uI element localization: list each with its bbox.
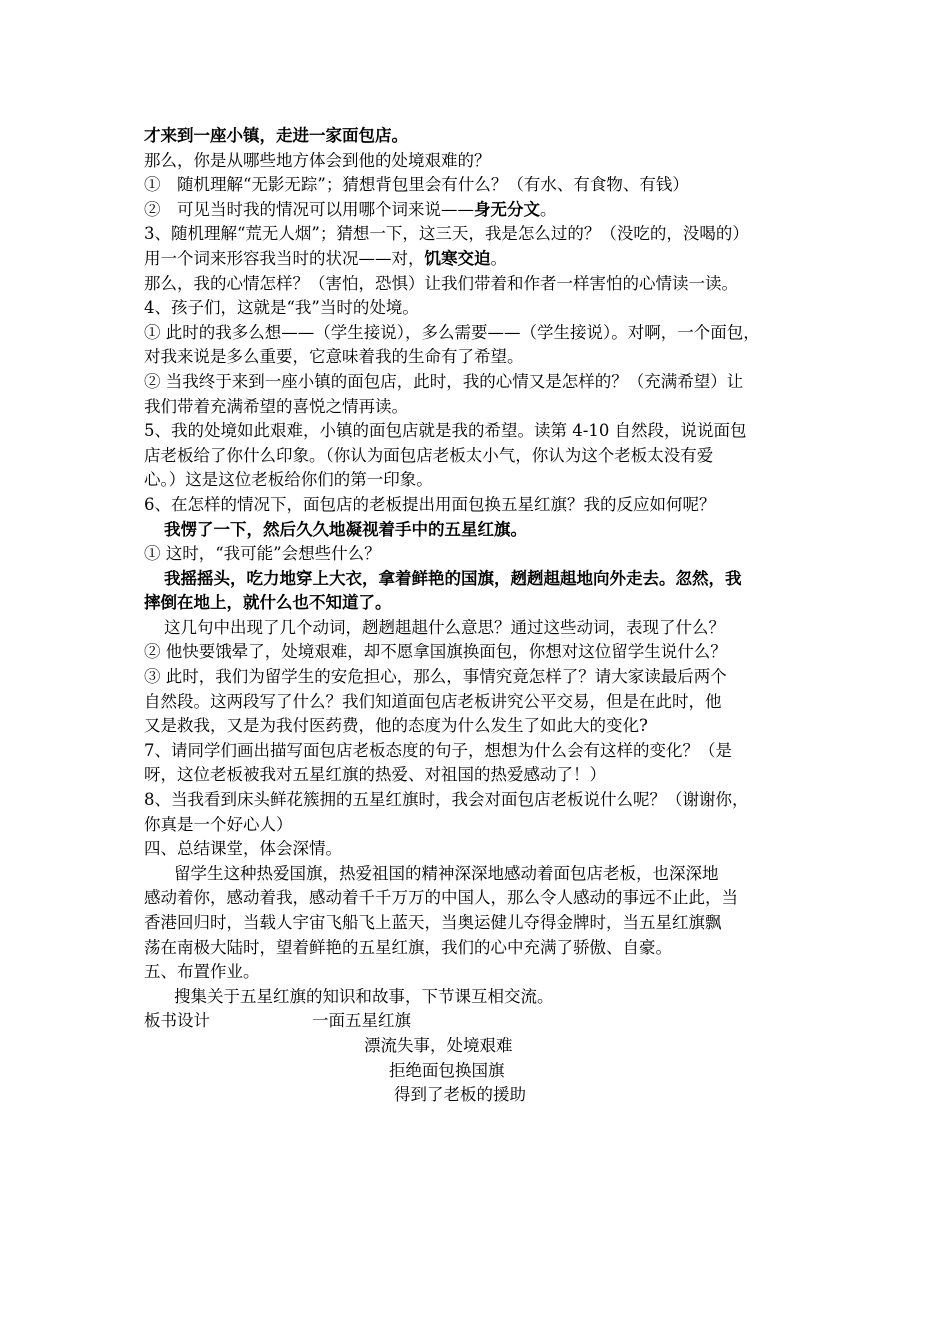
board-design-label: 板书设计 (144, 1011, 210, 1031)
text-line: 店老板给了你什么印象。（你认为面包店老板太小气，你认为这个老板太没有爱 (144, 445, 714, 465)
bold-line: 才来到一座小镇，走进一家面包店。 (144, 126, 408, 145)
text-line: ① 这时，“我可能”会想些什么？ (144, 544, 381, 564)
text-line: 那么，我的心情怎样？（害怕，恐惧）让我们带着和作者一样害怕的心情读一读。 (144, 273, 738, 293)
text-line: 香港回归时，当载人宇宙飞船飞上蓝天，当奥运健儿夺得金牌时，当五星红旗飘 (144, 913, 722, 932)
board-design-item: 漂流失事，处境艰难 (364, 1035, 513, 1055)
text-line (144, 247, 814, 272)
text-line: 那么，你是从哪些地方体会到他的处境艰难的？ (144, 150, 491, 170)
quote-line: 我摇摇头，吃力地穿上大衣，拿着鲜艳的国旗，趔趔趄趄地向外走去。忽然，我 (164, 568, 742, 588)
text-line: ① 随机理解“无影无踪”；猜想背包里会有什么？（有水、有食物、有钱） (144, 175, 689, 195)
text-line: 搜集关于五星红旗的知识和故事，下节课互相交流。 (174, 986, 554, 1006)
text-span: 。 (490, 248, 507, 268)
text-line: ① 此时的我多么想——（学生接说），多么需要——（学生接说）。对啊，一个面包， (144, 322, 760, 342)
text-line: 4、孩子们，这就是“我”当时的处境。 (144, 298, 419, 318)
text-line (144, 198, 814, 223)
text-line: 呀，这位老板被我对五星红旗的热爱、对祖国的热爱感动了！） (144, 765, 606, 785)
text-line: 5、我的处境如此艰难，小镇的面包店就是我的希望。读第 4-10 自然段，说说面包 (144, 421, 747, 441)
text-line: ② 当我终于来到一座小镇的面包店，此时，我的心情又是怎样的？（充满希望）让 (144, 371, 744, 391)
text-line: 6、在怎样的情况下，面包店的老板提出用面包换五星红旗？我的反应如何呢？ (144, 494, 716, 514)
text-line: 这几句中出现了几个动词，趔趔趄趄什么意思？通过这些动词，表现了什么？ (164, 617, 725, 637)
text-line: 又是救我，又是为我付医药费，他的态度为什么发生了如此大的变化? (144, 716, 648, 736)
text-line: 8、当我看到床头鲜花簇拥的五星红旗时，我会对面包店老板说什么呢？（谢谢你， (144, 790, 749, 810)
text-line: 你真是一个好心人） (144, 814, 293, 834)
text-line: ③ 此时，我们为留学生的安危担心，那么，事情究竟怎样了？请大家读最后两个 (144, 667, 727, 687)
text-line: 7、请同学们画出描写面包店老板态度的句子，想想为什么会有这样的变化？（是 (144, 740, 732, 760)
text-line: 3、随机理解“荒无人烟”；猜想一下，这三天，我是怎么过的？（没吃的，没喝的） (144, 224, 749, 244)
text-line: 心。）这是这位老板给你们的第一印象。 (144, 470, 433, 490)
text-line: 感动着你，感动着我，感动着千千万万的中国人，那么令人感动的事远不止此，当 (144, 888, 738, 908)
text-span: 。 (540, 199, 557, 219)
text-span: 用一个词来形容我当时的状况——对， (144, 248, 425, 268)
quote-line: 摔倒在地上，就什么也不知道了。 (144, 593, 392, 613)
board-design-item: 拒绝面包换国旗 (389, 1060, 505, 1080)
key-word: 身无分文 (474, 199, 540, 219)
quote-line: 我愣了一下，然后久久地凝视着手中的五星红旗。 (164, 519, 527, 539)
board-design-title: 一面五星红旗 (312, 1011, 411, 1031)
text-line: 我们带着充满希望的喜悦之情再读。 (144, 396, 408, 416)
text-span: ② 可见当时我的情况可以用哪个词来说—— (144, 199, 474, 219)
board-design-item: 得到了老板的援助 (394, 1085, 526, 1105)
text-line: 对我来说是多么重要，它意味着我的生命有了希望。 (144, 347, 524, 367)
key-word: 饥寒交迫 (424, 248, 491, 268)
section-heading: 五、布置作业。 (144, 962, 260, 982)
board-design-row (144, 1009, 814, 1034)
lesson-plan-text (144, 124, 814, 1108)
section-heading: 四、总结课堂，体会深情。 (144, 839, 342, 859)
text-line: 留学生这种热爱国旗，热爱祖国的精神深深地感动着面包店老板，也深深地 (174, 863, 719, 883)
text-line: ② 他快要饿晕了，处境艰难，却不愿拿国旗换面包，你想对这位留学生说什么？ (144, 642, 727, 662)
text-line: 自然段。这两段写了什么？我们知道面包店老板讲究公平交易，但是在此时，他 (144, 691, 722, 711)
text-line: 荡在南极大陆时，望着鲜艳的五星红旗，我们的心中充满了骄傲、自豪。 (144, 937, 672, 957)
